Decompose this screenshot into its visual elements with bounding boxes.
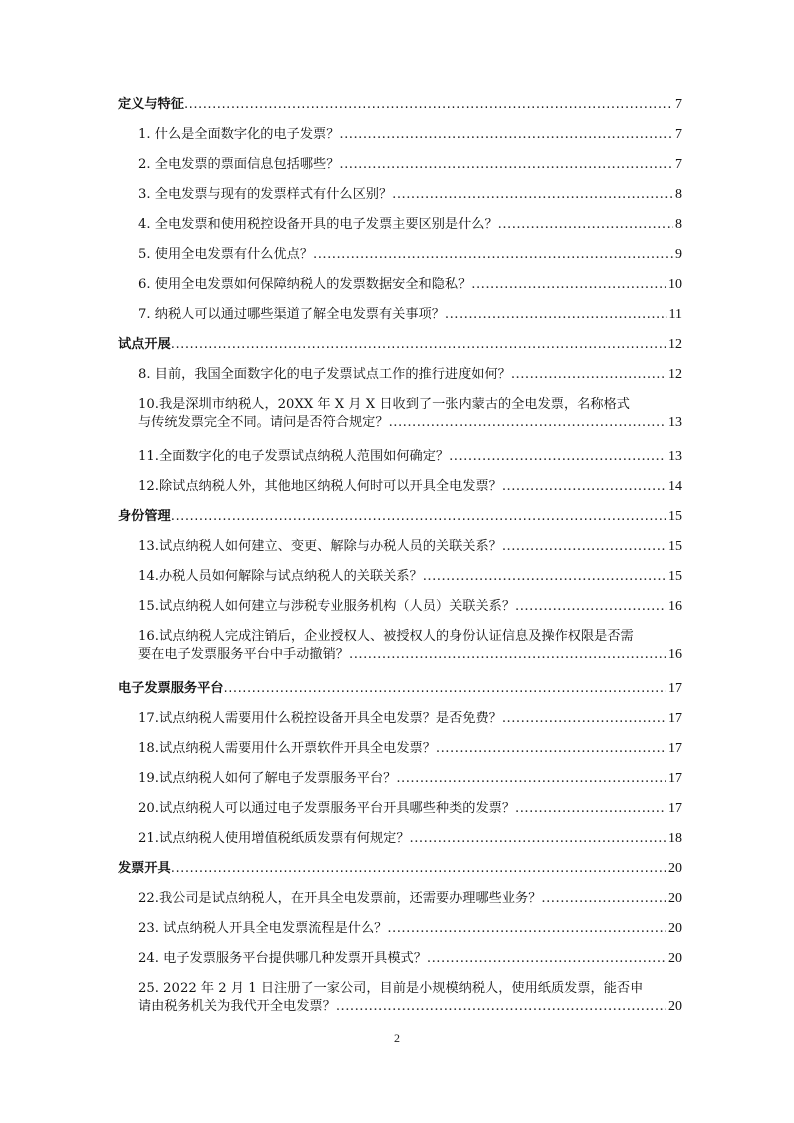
toc-entry[interactable]: [118, 276, 682, 306]
toc-entry-title: 13.试点纳税人如何建立、变更、解除与办税人员的关联关系？ .....: [138, 538, 666, 556]
toc-entry-title: 17.试点纳税人需要用什么税控设备开具全电发票？是否免费？ .....: [138, 710, 666, 728]
toc-section-heading[interactable]: [118, 96, 682, 126]
toc-entry-title: 1. 什么是全面数字化的电子发票？ .....: [138, 126, 673, 144]
toc-entry-title: 身份管理 .....: [118, 508, 666, 526]
toc-entry-page-number: 17: [668, 711, 682, 726]
toc-entry-title: 与传统发票完全不同。请问是否符合规定？ .....: [138, 414, 666, 432]
toc-entry-title: 21.试点纳税人使用增值税纸质发票有何规定？ .....: [138, 830, 666, 848]
toc-entry-page-number: 15: [668, 569, 682, 584]
toc-entry-row: [138, 740, 682, 758]
toc-entry[interactable]: [118, 246, 682, 276]
toc-entry-row: [138, 646, 682, 664]
toc-entry-title: 11.全面数字化的电子发票试点纳税人范围如何确定？ .....: [138, 448, 666, 466]
toc-entry-row: [118, 860, 682, 878]
toc-entry-page-number: 13: [668, 415, 682, 430]
toc-entry[interactable]: [118, 710, 682, 740]
toc-entry-title-line1: 16.试点纳税人完成注销后，企业授权人、被授权人的身份认证信息及操作权限是否需: [138, 629, 634, 644]
toc-entry-row: [118, 680, 682, 698]
toc-entry-page-number: 16: [668, 647, 682, 662]
toc-entry[interactable]: [118, 830, 682, 860]
toc-entry-title: 发票开具 .....: [118, 860, 666, 878]
toc-entry-row: [138, 414, 682, 432]
toc-entry-page-number: 14: [668, 479, 682, 494]
toc-entry[interactable]: [118, 598, 682, 628]
toc-entry[interactable]: [118, 366, 682, 396]
toc-section-heading[interactable]: [118, 680, 682, 710]
toc-entry-page-number: 17: [668, 681, 682, 696]
toc-section-heading[interactable]: [118, 860, 682, 890]
toc-entry-page-number: 12: [668, 337, 682, 352]
toc-entry[interactable]: [118, 216, 682, 246]
toc-entry-title: 电子发票服务平台 .....: [118, 680, 666, 698]
toc-entry[interactable]: [118, 568, 682, 598]
toc-entry-multiline[interactable]: [118, 628, 682, 680]
toc-entry-row: [138, 156, 682, 174]
toc-entry-row: [138, 890, 682, 908]
toc-entry-page-number: 9: [675, 247, 682, 262]
toc-entry-page-number: 16: [668, 599, 682, 614]
toc-entry-page-number: 20: [668, 891, 682, 906]
toc-entry-page-number: 17: [668, 771, 682, 786]
toc-entry-page-number: 17: [668, 801, 682, 816]
toc-entry-title: 要在电子发票服务平台中手动撤销？ .....: [138, 646, 666, 664]
toc-entry-row: [138, 306, 682, 324]
toc-entry-title: 19.试点纳税人如何了解电子发票服务平台？ .....: [138, 770, 666, 788]
toc-entry-title: 24. 电子发票服务平台提供哪几种发票开具模式？ .....: [138, 950, 666, 968]
toc-entry-page-number: 13: [668, 449, 682, 464]
toc-entry-row: [118, 508, 682, 526]
toc-entry-page-number: 7: [675, 157, 682, 172]
toc-entry[interactable]: [118, 538, 682, 568]
toc-entry[interactable]: [118, 950, 682, 980]
toc-entry-row: [138, 568, 682, 586]
toc-entry[interactable]: [118, 478, 682, 508]
toc-entry-row: [138, 800, 682, 818]
toc-entry-page-number: 15: [668, 509, 682, 524]
toc-entry-title: 6. 使用全电发票如何保障纳税人的发票数据安全和隐私？ .....: [138, 276, 666, 294]
toc-entry[interactable]: [118, 126, 682, 156]
toc-entry-page-number: 20: [668, 921, 682, 936]
toc-entry-multiline[interactable]: [118, 980, 682, 1032]
toc-entry-page-number: 7: [675, 97, 682, 112]
toc-section-heading[interactable]: [118, 336, 682, 366]
toc-entry[interactable]: [118, 306, 682, 336]
toc-entry-page-number: 17: [668, 741, 682, 756]
toc-entry[interactable]: [118, 920, 682, 950]
toc-entry-title: 18.试点纳税人需要用什么开票软件开具全电发票？ .....: [138, 740, 666, 758]
toc-entry-row: [138, 126, 682, 144]
toc-entry-page-number: 20: [668, 861, 682, 876]
toc-entry-title: 请由税务机关为我代开全电发票？ .....: [138, 998, 666, 1016]
toc-entry-page-number: 20: [668, 999, 682, 1014]
toc-entry-row: [138, 366, 682, 384]
toc-entry-row: [138, 950, 682, 968]
toc-entry-row: [138, 598, 682, 616]
toc-entry-title: 3. 全电发票与现有的发票样式有什么区别？ .....: [138, 186, 673, 204]
toc-entry-row: [138, 538, 682, 556]
toc-entry-page-number: 8: [675, 187, 682, 202]
toc-entry-page-number: 8: [675, 217, 682, 232]
toc-entry-page-number: 18: [668, 831, 682, 846]
toc-entry-row: [118, 96, 682, 114]
toc-entry-title: 4. 全电发票和使用税控设备开具的电子发票主要区别是什么？ .....: [138, 216, 673, 234]
toc-entry-row: [138, 186, 682, 204]
toc-entry-title: 22.我公司是试点纳税人，在开具全电发票前，还需要办理哪些业务？ .....: [138, 890, 666, 908]
toc-entry-row: [138, 998, 682, 1016]
toc-entry[interactable]: [118, 770, 682, 800]
toc-entry-title: 14.办税人员如何解除与试点纳税人的关联关系？ .....: [138, 568, 666, 586]
toc-entry-title: 7. 纳税人可以通过哪些渠道了解全电发票有关事项？ .....: [138, 306, 667, 324]
toc-entry-title-line1: 25. 2022 年 2 月 1 日注册了一家公司，目前是小规模纳税人，使用纸质发票，能否申: [138, 981, 644, 996]
toc-entry-page-number: 10: [668, 277, 682, 292]
toc-entry-page-number: 12: [668, 367, 682, 382]
toc-entry-row: [138, 478, 682, 496]
toc-entry[interactable]: [118, 448, 682, 478]
toc-entry-title: 5. 使用全电发票有什么优点？ .....: [138, 246, 673, 264]
toc-entry-row: [138, 276, 682, 294]
toc-entry-row: [138, 448, 682, 466]
toc-entry[interactable]: [118, 740, 682, 770]
toc-entry-title: 15.试点纳税人如何建立与涉税专业服务机构（人员）关联关系？ .....: [138, 598, 666, 616]
toc-entry-title: 定义与特征 .....: [118, 96, 673, 114]
toc-entry-row: [138, 216, 682, 234]
toc-entry-row: [138, 710, 682, 728]
toc-entry-page-number: 7: [675, 127, 682, 142]
toc-entry-row: [138, 920, 682, 938]
toc-entry-title: 12.除试点纳税人外，其他地区纳税人何时可以开具全电发票？ .....: [138, 478, 666, 496]
toc-entry-row: [138, 830, 682, 848]
toc-entry-title: 20.试点纳税人可以通过电子发票服务平台开具哪些种类的发票？ .....: [138, 800, 666, 818]
toc-entry-page-number: 20: [668, 951, 682, 966]
toc-entry-page-number: 11: [668, 307, 682, 322]
toc-entry-multiline[interactable]: [118, 396, 682, 448]
table-of-contents: [118, 96, 682, 1032]
toc-entry-row: [138, 770, 682, 788]
toc-entry-title: 23. 试点纳税人开具全电发票流程是什么？ .....: [138, 920, 666, 938]
page-number: 2: [394, 1031, 400, 1045]
toc-entry-title: 2. 全电发票的票面信息包括哪些？ .....: [138, 156, 673, 174]
toc-entry[interactable]: [118, 890, 682, 920]
toc-entry[interactable]: [118, 186, 682, 216]
toc-entry[interactable]: [118, 800, 682, 830]
toc-entry-page-number: 15: [668, 539, 682, 554]
toc-entry-title: 试点开展 .....: [118, 336, 666, 354]
toc-entry-row: [118, 336, 682, 354]
toc-entry-title: 8. 目前，我国全面数字化的电子发票试点工作的推行进度如何？ .....: [138, 366, 666, 384]
toc-entry-row: [138, 246, 682, 264]
toc-entry[interactable]: [118, 156, 682, 186]
toc-section-heading[interactable]: [118, 508, 682, 538]
toc-entry-title-line1: 10.我是深圳市纳税人，20XX 年 X 月 X 日收到了一张内蒙古的全电发票，名称格式: [138, 397, 630, 412]
